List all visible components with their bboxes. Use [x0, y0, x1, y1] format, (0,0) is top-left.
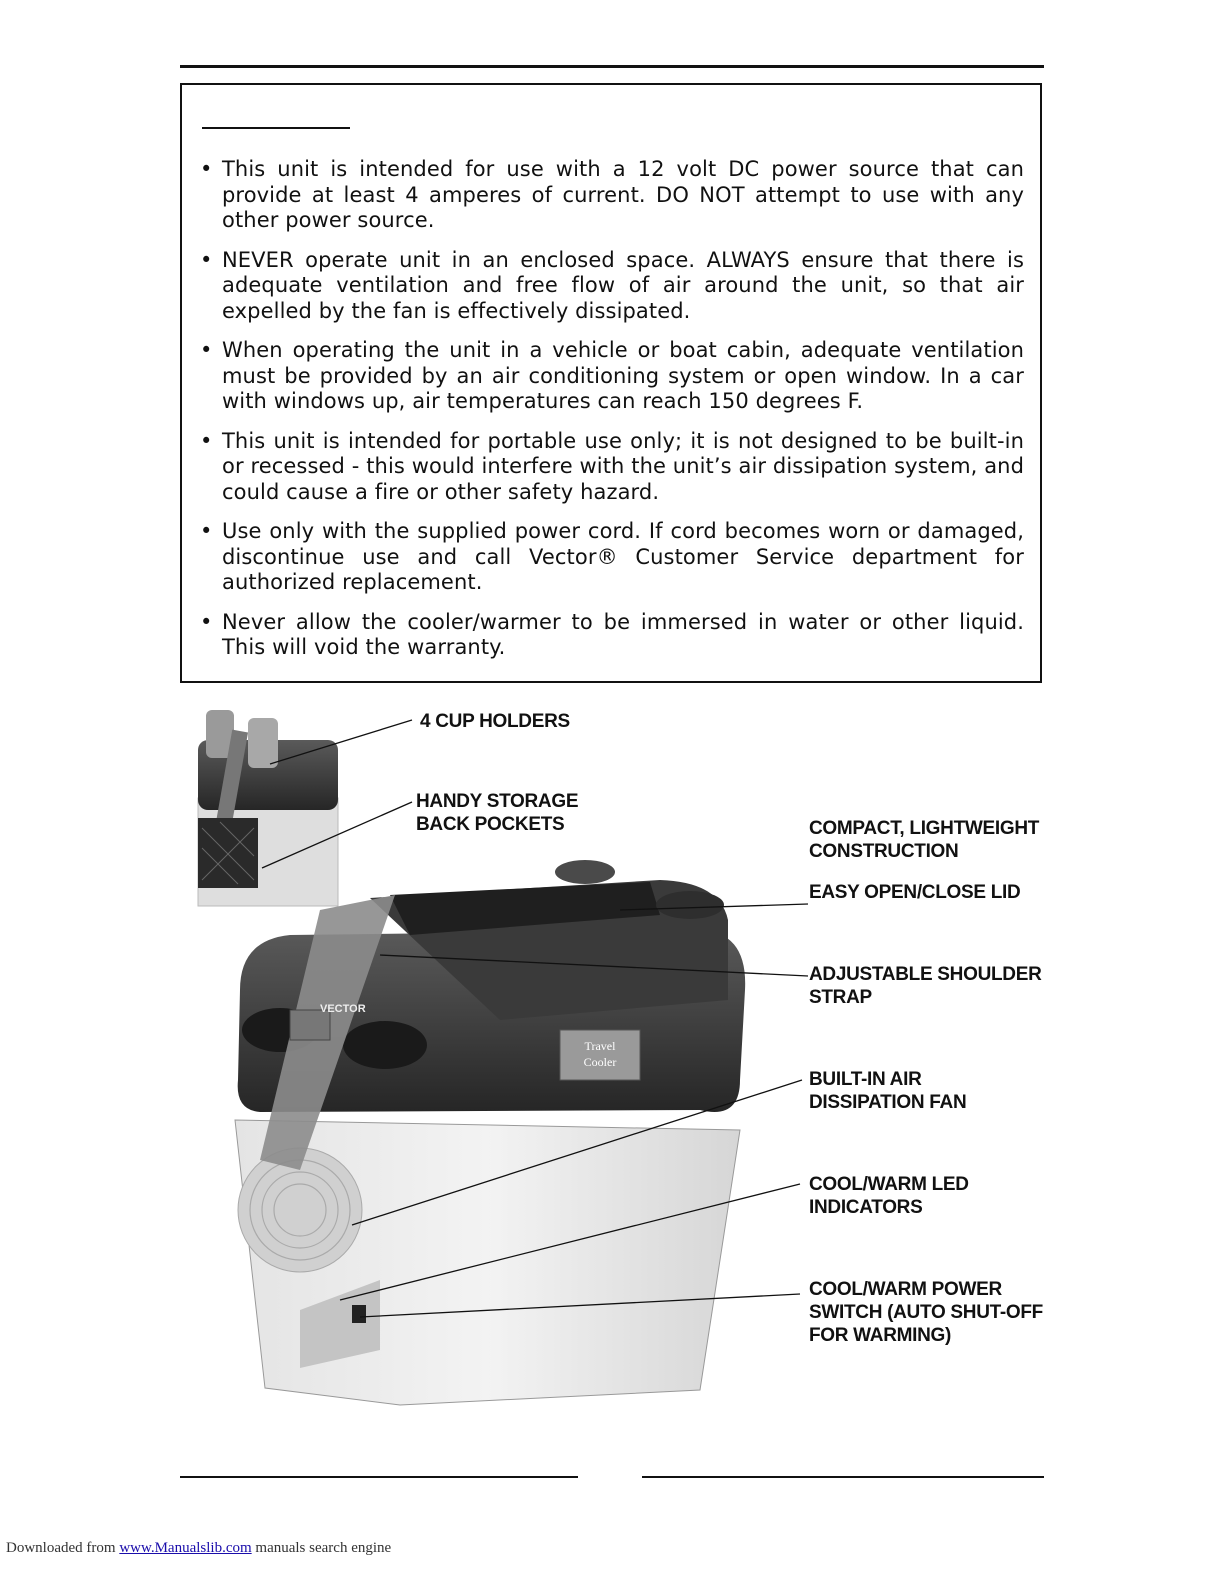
inset-back-view — [198, 710, 338, 906]
warning-item — [200, 248, 1024, 325]
callout-switch: COOL/WARM POWER SWITCH (AUTO SHUT-OFF FOR WARMING) — [809, 1279, 1043, 1346]
callout-cup-holders: 4 CUP HOLDERS — [420, 711, 570, 732]
warning-list — [200, 157, 1024, 675]
warning-item — [200, 429, 1024, 506]
warning-item — [200, 610, 1024, 661]
warning-heading-underline — [202, 127, 350, 129]
bullet: • — [200, 428, 213, 453]
bullet: • — [200, 338, 213, 362]
bullet: • — [200, 247, 213, 272]
badge-line-2: Cooler — [583, 1055, 617, 1069]
footer-suffix: manuals search engine — [251, 1540, 392, 1556]
bottom-rule-left — [180, 1476, 578, 1478]
footer-prefix: Downloaded from — [6, 1540, 120, 1556]
warning-box — [180, 83, 1042, 683]
callout-lid: EASY OPEN/CLOSE LID — [809, 882, 1021, 903]
bullet: • — [200, 609, 213, 634]
warning-item — [200, 519, 1024, 596]
bottom-rule-right — [642, 1476, 1044, 1478]
warning-text: NEVER operate unit in an enclosed space. ALWAYS ensure that there is adequate ventilation and free flow of air around the unit, so that air expelled by the fan is effectively dissipated. — [222, 247, 1024, 323]
warning-text: Never allow the cooler/warmer to be immersed in water or other liquid. This will void the warranty. — [222, 609, 1024, 659]
callout-led: COOL/WARM LED INDICATORS — [809, 1174, 969, 1218]
warning-text: Use only with the supplied power cord. If cord becomes worn or damaged, discontinue use and call Vector® Customer Service department for authorized replacement. — [222, 519, 1024, 594]
manualslib-link[interactable]: www.Manualslib.com — [119, 1540, 252, 1556]
cooler-main-view — [235, 860, 745, 1405]
warning-text: When operating the unit in a vehicle or boat cabin, adequate ventilation must be provided by an air conditioning system or open window. In a car with windows up, air temperatures can reach 150 degrees F. — [222, 338, 1024, 413]
badge-line-1: Travel — [584, 1039, 616, 1053]
warning-text: This unit is intended for use with a 12 volt DC power source that can provide at least 4 amperes of current. DO NOT attempt to use with any other power source. — [222, 157, 1024, 232]
callout-storage-pockets: HANDY STORAGE BACK POCKETS — [416, 791, 579, 835]
bullet: • — [200, 157, 213, 181]
download-footer — [6, 1540, 391, 1557]
product-figure — [180, 700, 1080, 1420]
callout-compact: COMPACT, LIGHTWEIGHT CONSTRUCTION — [809, 818, 1040, 862]
warning-text: This unit is intended for portable use only; it is not designed to be built-in or recessed - this would interfere with the unit’s air dissipation system, and could cause a fire or other safety hazard. — [222, 428, 1024, 504]
callout-fan: BUILT-IN AIR DISSIPATION FAN — [809, 1069, 967, 1113]
callout-strap: ADJUSTABLE SHOULDER STRAP — [809, 964, 1042, 1008]
brand-label: VECTOR — [320, 1003, 366, 1015]
warning-item — [200, 157, 1024, 234]
bullet: • — [200, 519, 213, 543]
warning-item — [200, 338, 1024, 415]
top-rule — [180, 65, 1044, 68]
